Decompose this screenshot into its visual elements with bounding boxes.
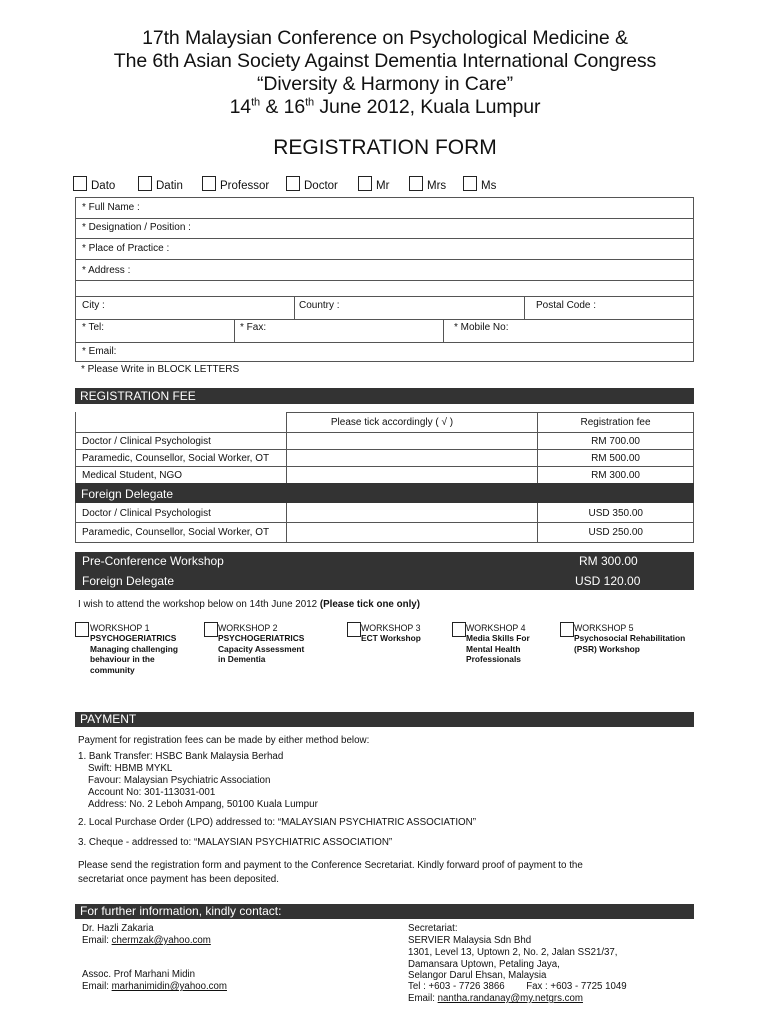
- contact-2-name: Assoc. Prof Marhani Midin: [82, 969, 196, 980]
- payment-lpo: 2. Local Purchase Order (LPO) addressed to: “MALAYSIAN PSYCHIATRIC ASSOCIATION”: [78, 817, 476, 828]
- salutation-mr[interactable]: Mr: [358, 176, 389, 192]
- salutation-mrs[interactable]: Mrs: [409, 176, 446, 192]
- fee-row-value: RM 500.00: [591, 453, 640, 464]
- fee-row-label: Paramedic, Counsellor, Social Worker, OT: [82, 527, 270, 538]
- secretariat-title: Secretariat:: [408, 923, 458, 934]
- fee-column-header: Registration fee: [580, 417, 651, 428]
- workshop-1-text: WORKSHOP 1 PSYCHOGERIATRICS Managing challenging behaviour in the community: [90, 623, 178, 675]
- checkbox[interactable]: [452, 622, 466, 637]
- foreign-delegate-heading: Foreign Delegate: [81, 487, 174, 501]
- payment-swift: Swift: HBMB MYKL: [88, 763, 173, 774]
- checkbox[interactable]: [204, 622, 218, 637]
- salutation-datin[interactable]: Datin: [138, 176, 183, 192]
- checkbox[interactable]: [75, 622, 89, 637]
- checkbox[interactable]: [463, 176, 477, 191]
- secretariat-phone: Tel : +603 - 7726 3866 Fax : +603 - 7725 1049: [408, 981, 627, 992]
- registration-fee-heading: REGISTRATION FEE: [75, 388, 694, 404]
- workshop-4-text: WORKSHOP 4 Media Skills For Mental Health Professionals: [466, 623, 530, 665]
- country-field[interactable]: Country :: [299, 300, 340, 311]
- secretariat-address-1: 1301, Level 13, Uptown 2, No. 2, Jalan SS21/37,: [408, 947, 618, 958]
- checkbox[interactable]: [73, 176, 87, 191]
- fee-row-label: Doctor / Clinical Psychologist: [82, 436, 211, 447]
- fee-row-value: RM 700.00: [591, 436, 640, 447]
- payment-cheque: 3. Cheque - addressed to: “MALAYSIAN PSYCHIATRIC ASSOCIATION”: [78, 837, 393, 848]
- salutation-ms[interactable]: Ms: [463, 176, 496, 192]
- full-name-field[interactable]: * Full Name :: [82, 202, 140, 213]
- workshop-foreign-fee: USD 120.00: [575, 574, 641, 588]
- secretariat-email-link[interactable]: nantha.randanay@my.netgrs.com: [437, 993, 583, 1004]
- payment-account: Account No: 301-113031-001: [88, 787, 216, 798]
- mobile-field[interactable]: * Mobile No:: [454, 322, 509, 333]
- fee-row-label: Doctor / Clinical Psychologist: [82, 508, 211, 519]
- contact-heading: For further information, kindly contact:: [75, 904, 694, 919]
- contact-1-email-link[interactable]: chermzak@yahoo.com: [111, 935, 211, 946]
- workshop-3-text: WORKSHOP 3 ECT Workshop: [361, 623, 421, 644]
- contact-1-name: Dr. Hazli Zakaria: [82, 923, 154, 934]
- payment-heading: PAYMENT: [75, 712, 694, 727]
- workshop-intro: I wish to attend the workshop below on 14th June 2012 (Please tick one only): [78, 599, 421, 610]
- secretariat-email: Email: nantha.randanay@my.netgrs.com: [408, 993, 583, 1004]
- checkbox[interactable]: [286, 176, 300, 191]
- tick-column-header: Please tick accordingly ( √ ): [330, 417, 454, 428]
- city-field[interactable]: City :: [82, 300, 105, 311]
- conference-theme: “Diversity & Harmony in Care”: [256, 73, 514, 95]
- contact-2-email-link[interactable]: marhanimidin@yahoo.com: [111, 981, 227, 992]
- payment-bank: 1. Bank Transfer: HSBC Bank Malaysia Berhad: [78, 751, 284, 762]
- checkbox[interactable]: [202, 176, 216, 191]
- payment-instruction-line2: secretariat once payment has been deposited.: [78, 874, 279, 885]
- designation-field[interactable]: * Designation / Position :: [82, 222, 191, 233]
- checkbox[interactable]: [358, 176, 372, 191]
- salutation-dato[interactable]: Dato: [73, 176, 115, 192]
- fee-row-label: Paramedic, Counsellor, Social Worker, OT: [82, 453, 270, 464]
- form-title: REGISTRATION FORM: [273, 136, 497, 159]
- payment-favour: Favour: Malaysian Psychiatric Association: [88, 775, 271, 786]
- fee-row-label: Medical Student, NGO: [82, 470, 183, 481]
- payment-intro: Payment for registration fees can be made by either method below:: [78, 735, 370, 746]
- salutation-doctor[interactable]: Doctor: [286, 176, 338, 192]
- workshop-5-text: WORKSHOP 5 Psychosocial Rehabilitation (PSR) Workshop: [574, 623, 686, 654]
- checkbox[interactable]: [409, 176, 423, 191]
- contact-2-email: Email: marhanimidin@yahoo.com: [82, 981, 227, 992]
- payment-instruction-line1: Please send the registration form and payment to the Conference Secretariat. Kindly forward proof of payment to the: [78, 860, 583, 871]
- fax-field[interactable]: * Fax:: [240, 322, 267, 333]
- block-letters-note: * Please Write in BLOCK LETTERS: [81, 364, 240, 375]
- workshop-foreign-label: Foreign Delegate: [82, 574, 175, 588]
- checkbox[interactable]: [138, 176, 152, 191]
- contact-1-email: Email: chermzak@yahoo.com: [82, 935, 211, 946]
- email-field[interactable]: * Email:: [82, 346, 117, 357]
- fee-row-value: USD 250.00: [588, 527, 643, 538]
- secretariat-address-3: Selangor Darul Ehsan, Malaysia: [408, 970, 547, 981]
- conference-date: 14th & 16th June 2012, Kuala Lumpur: [229, 96, 541, 118]
- pre-conference-fee: RM 300.00: [579, 554, 638, 568]
- conference-title-line2: The 6th Asian Society Against Dementia International Congress: [113, 50, 657, 72]
- payment-address: Address: No. 2 Leboh Ampang, 50100 Kuala Lumpur: [88, 799, 318, 810]
- secretariat-address-2: Damansara Uptown, Petaling Jaya,: [408, 959, 560, 970]
- secretariat-company: SERVIER Malaysia Sdn Bhd: [408, 935, 532, 946]
- salutation-professor[interactable]: Professor: [202, 176, 269, 192]
- tel-field[interactable]: * Tel:: [82, 322, 105, 333]
- checkbox[interactable]: [347, 622, 361, 637]
- checkbox[interactable]: [560, 622, 574, 637]
- address-field[interactable]: * Address :: [82, 265, 131, 276]
- conference-title-line1: 17th Malaysian Conference on Psychological Medicine &: [142, 27, 628, 49]
- workshop-2-text: WORKSHOP 2 PSYCHOGERIATRICS Capacity Assessment in Dementia: [218, 623, 305, 665]
- place-of-practice-field[interactable]: * Place of Practice :: [82, 243, 170, 254]
- fee-row-value: USD 350.00: [588, 508, 643, 519]
- workshop-fee-bar: [75, 552, 694, 590]
- pre-conference-label: Pre-Conference Workshop: [82, 554, 224, 568]
- fee-row-value: RM 300.00: [591, 470, 640, 481]
- postal-code-field[interactable]: Postal Code :: [536, 300, 597, 311]
